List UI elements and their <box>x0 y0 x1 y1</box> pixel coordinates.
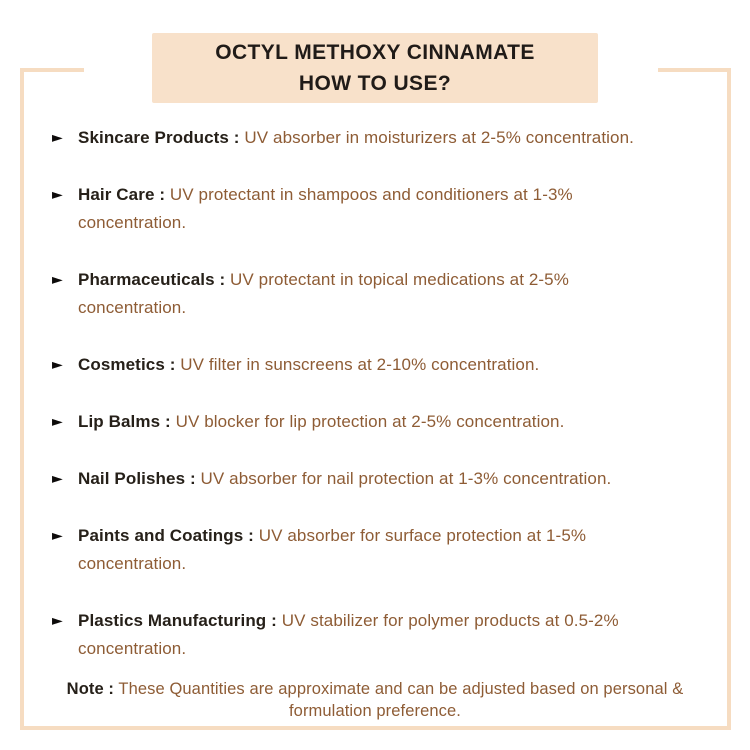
list-item-description: UV blocker for lip protection at 2-5% concentration. <box>175 412 565 431</box>
list-item <box>52 607 676 663</box>
list-item <box>52 181 676 237</box>
frame-top-right-line <box>658 68 731 72</box>
list-item-label: Pharmaceuticals : <box>78 270 226 289</box>
arrow-bullet-icon: ► <box>52 528 63 544</box>
list-item-label: Plastics Manufacturing : <box>78 611 277 630</box>
note-text: These Quantities are approximate and can be adjusted based on personal & formulation preference. <box>118 680 684 720</box>
list-item <box>52 408 676 436</box>
list-item <box>52 266 676 322</box>
frame-right-line <box>727 68 731 730</box>
usage-list <box>52 124 676 663</box>
list-item <box>52 351 676 379</box>
arrow-bullet-icon: ► <box>52 357 63 373</box>
list-item-text <box>78 266 674 322</box>
list-item-label: Lip Balms : <box>78 412 171 431</box>
list-item-text <box>78 465 674 493</box>
arrow-bullet-icon: ► <box>52 272 63 288</box>
list-item-label: Nail Polishes : <box>78 469 196 488</box>
title-box <box>152 33 598 103</box>
list-item-label: Paints and Coatings : <box>78 526 254 545</box>
list-item-text <box>78 522 674 578</box>
list-item-text <box>78 607 674 663</box>
list-item-description: UV protectant in shampoos and conditioners at 1-3% concentration. <box>78 185 573 232</box>
frame-left-line <box>20 68 24 730</box>
arrow-bullet-icon: ► <box>52 414 63 430</box>
list-item-description: UV stabilizer for polymer products at 0.5-2% concentration. <box>78 611 619 658</box>
note <box>40 678 710 722</box>
list-item-label: Hair Care : <box>78 185 166 204</box>
list-item-description: UV absorber in moisturizers at 2-5% concentration. <box>244 128 634 147</box>
list-item-description: UV absorber for surface protection at 1-5% concentration. <box>78 526 587 573</box>
page-title-line2: HOW TO USE? <box>298 72 452 95</box>
list-item-text <box>78 181 674 237</box>
arrow-bullet-icon: ► <box>52 187 63 203</box>
arrow-bullet-icon: ► <box>52 471 63 487</box>
list-item-description: UV protectant in topical medications at 2-5% concentration. <box>78 270 569 317</box>
list-item <box>52 124 676 152</box>
list-item <box>52 522 676 578</box>
list-item-description: UV absorber for nail protection at 1-3% concentration. <box>200 469 612 488</box>
page-title-line1: OCTYL METHOXY CINNAMATE <box>215 41 535 64</box>
list-item <box>52 465 676 493</box>
list-item-text <box>78 124 674 152</box>
list-item-text <box>78 351 674 379</box>
arrow-bullet-icon: ► <box>52 130 63 146</box>
list-item-label: Cosmetics : <box>78 355 176 374</box>
arrow-bullet-icon: ► <box>52 613 63 629</box>
frame-bottom-line <box>20 726 731 730</box>
list-item-label: Skincare Products : <box>78 128 240 147</box>
list-item-description: UV filter in sunscreens at 2-10% concentration. <box>180 355 540 374</box>
note-label: Note : <box>66 680 115 698</box>
list-item-text <box>78 408 674 436</box>
frame-top-left-line <box>20 68 84 72</box>
